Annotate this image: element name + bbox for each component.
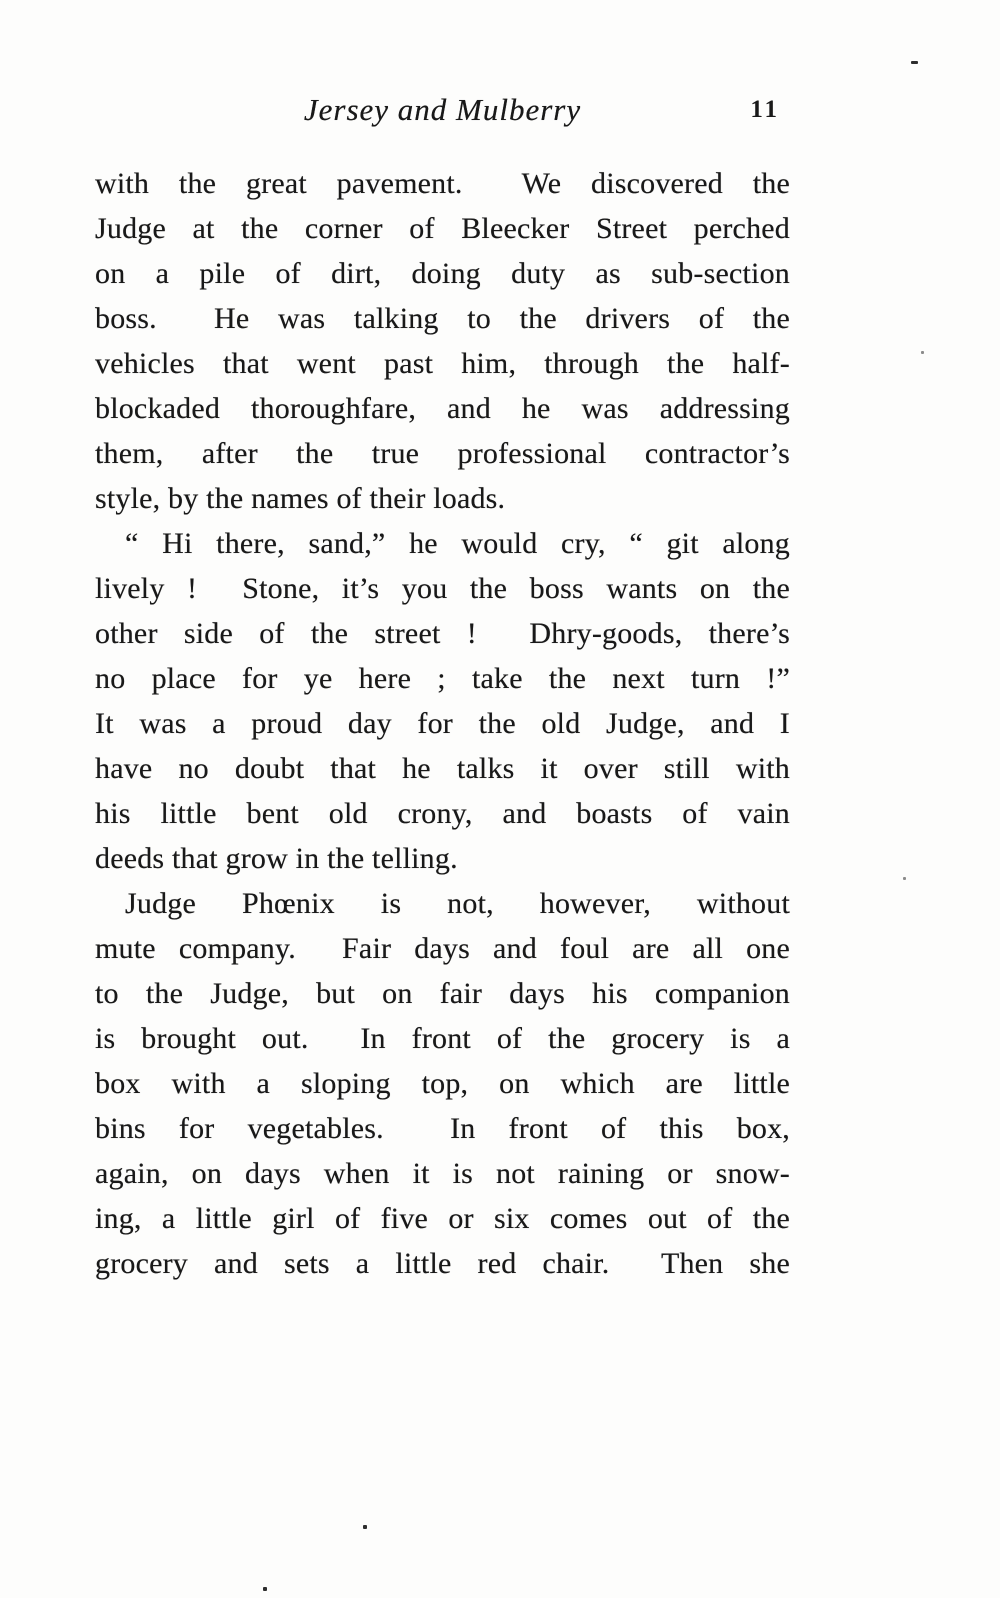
body-line: is brought out. In front of the grocery is a (95, 1022, 790, 1055)
body-line paragraph-end: deeds that grow in the telling. (95, 842, 458, 875)
body-line: bins for vegetables. In front of this box, (95, 1112, 790, 1145)
body-line: to the Judge, but on fair days his companion (95, 977, 790, 1010)
body-text (95, 161, 790, 1286)
body-line: It was a proud day for the old Judge, and I (95, 707, 790, 740)
body-line: lively ! Stone, it’s you the boss wants on the (95, 572, 790, 605)
body-line: blockaded thoroughfare, and he was addressing (95, 392, 790, 425)
scan-speck (363, 1525, 367, 1529)
running-header-title: Jersey and Mulberry (303, 92, 582, 127)
body-line paragraph-start: “ Hi there, sand,” he would cry, “ git along (125, 527, 790, 560)
body-line: on a pile of dirt, doing duty as sub-section (95, 257, 790, 290)
body-line: boss. He was talking to the drivers of the (95, 302, 790, 335)
scan-speck (903, 877, 906, 880)
body-line paragraph-end: style, by the names of their loads. (95, 482, 506, 515)
body-line: other side of the street ! Dhry-goods, there’s (95, 617, 790, 650)
body-line paragraph-start: Judge Phœnix is not, however, without (125, 887, 790, 920)
running-header (95, 92, 790, 136)
body-line: his little bent old crony, and boasts of vain (95, 797, 790, 830)
body-line: no place for ye here ; take the next turn !” (95, 662, 790, 695)
body-line: vehicles that went past him, through the half- (95, 347, 790, 380)
body-line: with the great pavement. We discovered the (95, 167, 790, 200)
body-line: Judge at the corner of Bleecker Street perched (95, 212, 790, 245)
body-line: again, on days when it is not raining or snow- (95, 1157, 790, 1190)
scan-speck (911, 61, 918, 64)
page-number: 11 (750, 96, 780, 123)
body-line: box with a sloping top, on which are little (95, 1067, 790, 1100)
body-line: grocery and sets a little red chair. Then she (95, 1247, 790, 1280)
scan-speck (263, 1587, 267, 1591)
scan-speck (921, 351, 924, 354)
body-line: ing, a little girl of five or six comes out of the (95, 1202, 790, 1235)
body-line: mute company. Fair days and foul are all one (95, 932, 790, 965)
body-line: have no doubt that he talks it over still with (95, 752, 790, 785)
body-line: them, after the true professional contractor’s (95, 437, 790, 470)
